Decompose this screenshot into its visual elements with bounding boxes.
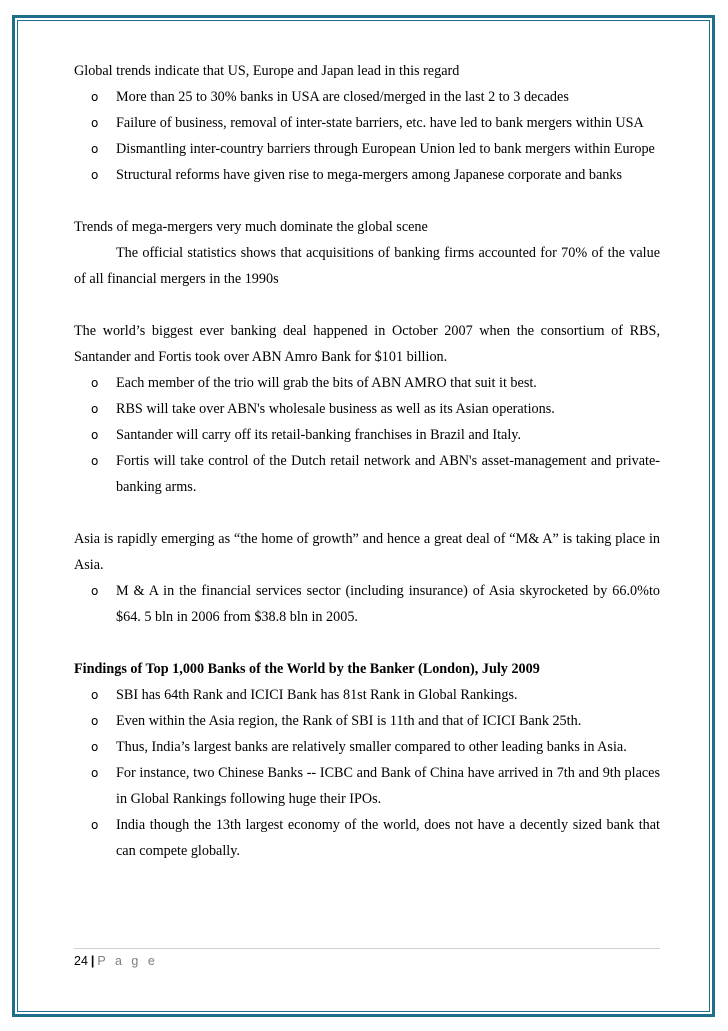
spacer bbox=[74, 500, 660, 526]
bullet-icon: o bbox=[91, 714, 99, 728]
section-heading: Asia is rapidly emerging as “the home of growth” and hence a great deal of “M& A” is taking place in Asia. bbox=[74, 531, 660, 573]
paragraph: The official statistics shows that acquisitions of banking firms accounted for 70% of the value of all financial mergers in the 1990s bbox=[74, 245, 660, 287]
list-item bbox=[74, 370, 660, 396]
list-item-text: Each member of the trio will grab the bits of ABN AMRO that suit it best. bbox=[116, 375, 537, 391]
bullet-icon: o bbox=[91, 376, 99, 390]
bullet-icon: o bbox=[91, 454, 99, 468]
list-item bbox=[74, 422, 660, 448]
bullet-icon: o bbox=[91, 116, 99, 130]
page-footer bbox=[74, 952, 158, 970]
bullet-list bbox=[74, 578, 660, 630]
page-number: 24 bbox=[74, 954, 88, 968]
section-heading: Global trends indicate that US, Europe and Japan lead in this regard bbox=[74, 63, 460, 79]
list-item bbox=[74, 84, 660, 110]
bullet-icon: o bbox=[91, 402, 99, 416]
bullet-icon: o bbox=[91, 818, 99, 832]
page-label: P a g e bbox=[97, 954, 158, 968]
list-item bbox=[74, 708, 660, 734]
section-heading: Findings of Top 1,000 Banks of the World by the Banker (London), July 2009 bbox=[74, 661, 540, 677]
list-item-text: Thus, India’s largest banks are relatively smaller compared to other leading banks in Asia. bbox=[116, 739, 627, 755]
list-item-text: Santander will carry off its retail-banking franchises in Brazil and Italy. bbox=[116, 427, 521, 443]
list-item bbox=[74, 578, 660, 630]
bullet-list bbox=[74, 84, 660, 188]
list-item bbox=[74, 110, 660, 136]
list-item bbox=[74, 682, 660, 708]
list-item-text: India though the 13th largest economy of the world, does not have a decently sized bank that can compete globally. bbox=[116, 817, 660, 859]
list-item bbox=[74, 162, 660, 188]
list-item-text: Fortis will take control of the Dutch retail network and ABN's asset-management and private-banking arms. bbox=[116, 453, 660, 495]
document-body bbox=[74, 58, 660, 864]
list-item-text: More than 25 to 30% banks in USA are closed/merged in the last 2 to 3 decades bbox=[116, 89, 569, 105]
list-item bbox=[74, 136, 660, 162]
list-item-text: RBS will take over ABN's wholesale business as well as its Asian operations. bbox=[116, 401, 555, 417]
list-item-text: SBI has 64th Rank and ICICI Bank has 81st Rank in Global Rankings. bbox=[116, 687, 518, 703]
spacer bbox=[74, 188, 660, 214]
spacer bbox=[74, 292, 660, 318]
list-item-text: Structural reforms have given rise to mega-mergers among Japanese corporate and banks bbox=[116, 167, 622, 183]
footer-separator: | bbox=[90, 954, 95, 968]
bullet-icon: o bbox=[91, 740, 99, 754]
list-item-text: M & A in the financial services sector (including insurance) of Asia skyrocketed by 66.0%to $64. 5 bln in 2006 from $38.8 bln in 2005. bbox=[116, 583, 660, 625]
bullet-list bbox=[74, 370, 660, 500]
list-item-text: For instance, two Chinese Banks -- ICBC and Bank of China have arrived in 7th and 9th places in Global Rankings following huge their IPOs. bbox=[116, 765, 660, 807]
bullet-icon: o bbox=[91, 90, 99, 104]
bullet-icon: o bbox=[91, 428, 99, 442]
list-item bbox=[74, 396, 660, 422]
bullet-icon: o bbox=[91, 584, 99, 598]
list-item-text: Dismantling inter-country barriers through European Union led to bank mergers within Europe bbox=[116, 141, 655, 157]
spacer bbox=[74, 630, 660, 656]
list-item bbox=[74, 734, 660, 760]
section-heading: The world’s biggest ever banking deal happened in October 2007 when the consortium of RBS, Santander and Fortis took over ABN Amro Bank for $101 billion. bbox=[74, 323, 660, 365]
bullet-icon: o bbox=[91, 688, 99, 702]
section-heading: Trends of mega-mergers very much dominate the global scene bbox=[74, 219, 428, 235]
bullet-icon: o bbox=[91, 766, 99, 780]
bullet-icon: o bbox=[91, 142, 99, 156]
list-item bbox=[74, 812, 660, 864]
list-item bbox=[74, 448, 660, 500]
footer-rule bbox=[74, 948, 660, 949]
bullet-list bbox=[74, 682, 660, 864]
list-item-text: Failure of business, removal of inter-state barriers, etc. have led to bank mergers within USA bbox=[116, 115, 644, 131]
list-item-text: Even within the Asia region, the Rank of SBI is 11th and that of ICICI Bank 25th. bbox=[116, 713, 582, 729]
bullet-icon: o bbox=[91, 168, 99, 182]
list-item bbox=[74, 760, 660, 812]
